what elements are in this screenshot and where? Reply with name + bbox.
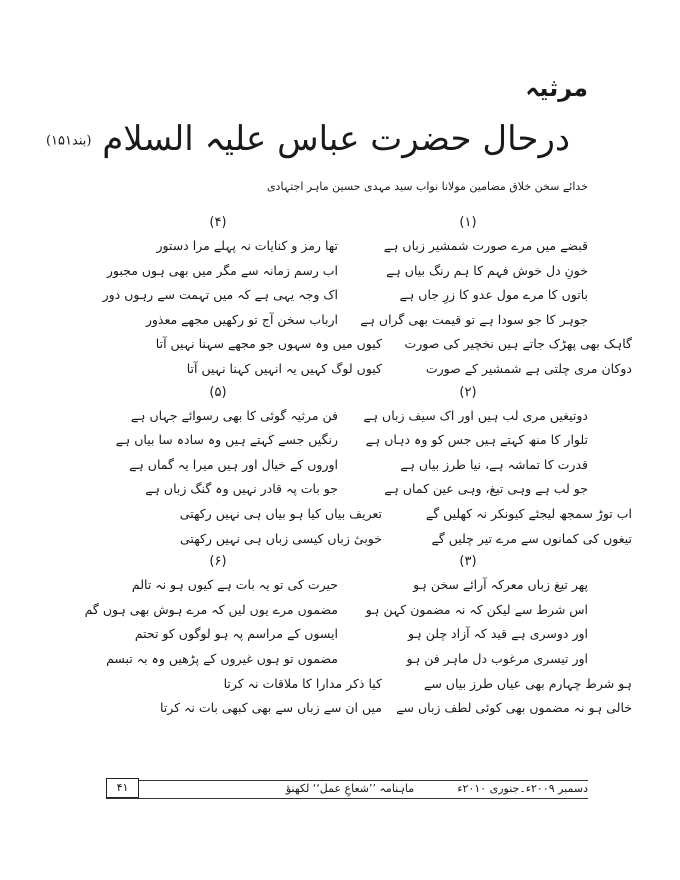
couplet-line: تیغوں کی کمانوں سے مرے تیر چلیں گے (431, 530, 632, 546)
author-line: خدائے سخن خلاق مضامین مولانا نواب سید مہدی حسین ماہر اجتہادی (266, 180, 588, 193)
stanza (84, 551, 382, 721)
column-left (84, 212, 382, 721)
stanza-number: (۳) (459, 554, 477, 570)
stanza-number: (۲) (459, 384, 477, 400)
verse-line: مضموں مرے یوں لیں کہ مرے ہوش بھی ہوں گم (84, 601, 338, 617)
couplet-line: کیوں لوگ کہیں یہ انہیں کہنا نہیں آتا (186, 360, 382, 376)
stanza-number: (۵) (209, 384, 227, 400)
verse-line: قدرت کا تماشہ ہے، نیا طرز بیاں ہے (400, 456, 588, 472)
couplet-line: اب توڑ سمجھ لیجئے کیونکر نہ کھلیں گے (425, 505, 632, 521)
verse-line: تھا رمز و کنایات نہ پہلے مرا دستور (156, 238, 338, 253)
couplet-line: کیوں میں وہ سہوں جو مجھے سہنا نہیں آتا (155, 336, 382, 352)
verse-line: ارباب سخن آج تو رکھیں مجھے معذور (145, 311, 338, 327)
verse-line: حیرت کی تو یہ بات ہے کیوں ہو نہ تالم (131, 577, 338, 593)
verse-line: جو لب ہے وہی تیغ، وہی عین کماں ہے (384, 481, 588, 497)
verse-line: اک وجہ یہی ہے کہ میں تہمت سے رہوں دور (102, 287, 338, 303)
footer-rule-bottom (106, 798, 588, 799)
stanza-number: (۴) (209, 215, 227, 230)
verse-line: جو بات پہ قادر نہیں وہ گنگ زباں ہے (145, 481, 338, 497)
verse-line: دوتیغیں مری لب ہیں اور اک سیف زباں ہے (363, 407, 588, 423)
couplet-line: گاہک بھی پھڑک جاتے ہیں نخچیر کی صورت (404, 336, 632, 352)
couplet-line: کیا ذکر مدارا کا ملاقات نہ کرتا (223, 675, 382, 691)
band-count: (بند۱۵۱) (45, 133, 92, 149)
verse-line: ایسوں کے مراسم پہ ہو لوگوں کو تحتم (134, 626, 338, 642)
verse-line: اور تیسری مرغوب دل ماہر فن ہو (406, 650, 588, 666)
couplet-line: میں ان سے زباں سے بھی کبھی بات نہ کرتا (159, 700, 382, 716)
verse-line: اس شرط سے لیکن کہ نہ مضمون کہن ہو (365, 601, 588, 617)
stanza (348, 212, 632, 382)
stanza (98, 382, 382, 552)
section-heading: مرثیہ (525, 74, 588, 102)
couplet-line: خالی ہو نہ مضموں بھی کوئی لطف زباں سے (396, 700, 632, 716)
verse-line: باتوں کا مرے مول عدو کا زرِ جاں ہے (399, 287, 588, 303)
issue-date: دسمبر ۲۰۰۹ء۔جنوری ۲۰۱۰ء (457, 782, 588, 795)
stanza (348, 551, 632, 721)
verse-line: اوروں کے خیال اور ہیں میرا یہ گماں ہے (129, 456, 338, 472)
poem-title (45, 118, 570, 159)
verse-line: فن مرثیہ گوئی کا بھی رسوائے جہاں ہے (130, 407, 338, 423)
couplet-line: خوبیٔ زباں کیسی زباں ہی نہیں رکھتی (180, 530, 382, 546)
stanza (98, 212, 382, 382)
couplet-line: تعریف بیاں کیا ہو بیاں ہی نہیں رکھتی (179, 505, 382, 521)
poem-title-main: درحال حضرت عباس علیہ السلام (102, 119, 570, 159)
page-number: ۴۱ (106, 778, 139, 798)
verse-line: اب رسم زمانہ سے مگر میں بھی ہوں مجبور (106, 262, 338, 278)
verse-line: رنگیں جسے کہتے ہیں وہ سادہ سا بیاں ہے (115, 432, 338, 448)
stanza (348, 382, 632, 552)
verse-line: جوہر کا جو سودا ہے تو قیمت بھی گراں ہے (360, 311, 588, 327)
verse-line: خونِ دل خوش فہم کا ہم رنگ بیاں ہے (386, 262, 588, 278)
verse-line: قبضے میں مرے صورت شمشیر زباں ہے (383, 238, 588, 253)
couplet-line: دوکان مری چلتی ہے شمشیر کے صورت (425, 360, 632, 376)
verse-line: تلوار کا منھ کہتے ہیں جس کو وہ دہاں ہے (365, 432, 588, 448)
column-right (348, 212, 632, 721)
stanza-number: (۶) (209, 554, 227, 570)
couplet-line: ہو شرط چہارم بھی عیاں طرز بیاں سے (424, 675, 632, 691)
stanza-number: (۱) (459, 215, 477, 230)
magazine-name: ماہنامہ ’’شعاعِ عمل‘‘ لکھنؤ (285, 782, 415, 795)
verse-line: اور دوسری ہے قید کہ آزاد چلن ہو (407, 626, 588, 642)
verse-line: پھر تیغ زباں معرکہ آرائے سخن ہو (413, 577, 588, 593)
verse-line: مضموں تو ہوں غیروں کے پڑھیں وہ بہ تبسم (106, 650, 338, 666)
